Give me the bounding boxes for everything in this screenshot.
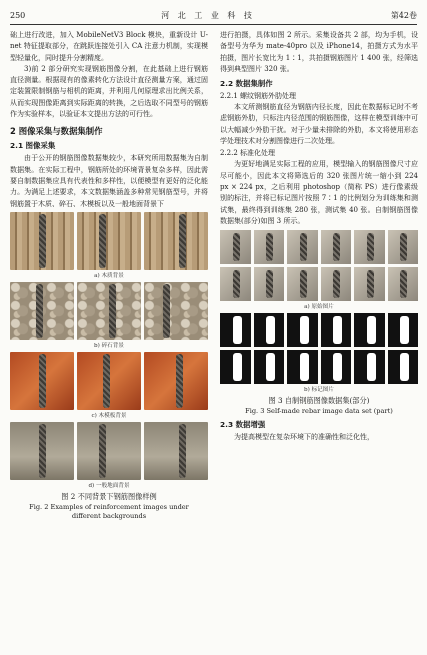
rebar-photo — [144, 282, 208, 340]
right-column — [220, 30, 418, 443]
journal-name: 河 北 工 业 科 技 — [161, 10, 255, 20]
rebar-photo — [144, 212, 208, 270]
rebar-photo — [144, 352, 208, 410]
original-image-tile — [388, 267, 419, 301]
rebar-photo — [10, 352, 74, 410]
rebar-photo — [77, 212, 141, 270]
original-image-tile — [321, 230, 352, 264]
label-image-tile — [321, 350, 352, 384]
paragraph: 3)前 2 部分研究实现钢筋图像分割，在此基础上进行钢筋直径测量。根据现有的像素转化方法设计直径测量方案，通过固定装置限制钢筋与相机的距离，并利用几何原理求出比例关系，从而实现图像距离到实际距离的转换，之后选取不同型号的钢筋作为实验样本，以验证本文提出方法的可行性。 — [10, 64, 208, 119]
subfigure-caption: d) 一般地面背景 — [88, 482, 130, 489]
figure-caption-cn: 图 3 自制钢筋图像数据集(部分) — [268, 396, 370, 406]
subfigure-caption: c) 木模板背景 — [91, 412, 127, 419]
rebar-photo — [10, 212, 74, 270]
subsection-heading: 2.2.2 标准化处理 — [220, 149, 276, 158]
issue-label: 第42卷 — [390, 10, 417, 20]
original-image-tile — [354, 267, 385, 301]
label-image-tile — [254, 350, 285, 384]
original-image-tile — [388, 230, 419, 264]
left-column — [10, 30, 208, 521]
original-images-grid — [220, 230, 418, 301]
paragraph: 本文所测钢筋直径为钢筋内径长度，因此在数据标记时不考虑钢筋外肋，只标注内径范围的钢筋图像，这样在模型训练中可以大幅减少外肋干扰。对于少量未排除的外肋，本文将使用形态学处理技术对分割图像进行二次处理。 — [220, 103, 418, 146]
paragraph: 进行拍摄，具体如图 2 所示。采集设备共 2 部，均为手机，设备型号为华为 mate-40pro 以及 iPhone14，拍摄方式为水平拍摄，图片长宽比为 1∶1，共拍摄钢筋图片 1 400 张，经筛选得到典型图片 320 张。 — [220, 31, 418, 73]
paragraph: 由于公开的钢筋图像数据集较少，本研究所用数据集为自制数据集。在实际工程中，钢筋所处的环境背景复杂多样，因此需要自制数据集应具有代表性和多样性，以便模型有更好的泛化能力。为满足上述要求，本文数据集涵盖多种常见钢筋型号，并将钢筋置于木质、碎石、木模板以及一般地面背景下 — [10, 154, 208, 208]
figure-caption-cn: 图 2 不同背景下钢筋图像样例 — [61, 491, 157, 501]
figure-caption-en: different backgrounds — [71, 511, 147, 520]
subfigure-caption: b) 碎石背景 — [94, 342, 124, 349]
paragraph: 为更好地满足实际工程的应用，模型输入的钢筋图像尺寸应尽可能小，因此本文将筛选后的 320 张图片统一缩小到 224 px × 224 px，之后利用 photoshop（简称 PS）进行像素级别的标注，并将已标记图片按照 7∶1 的比例划分为训练集和测试集，最终得到训练集 280 张，测试集 40 张。自制钢筋图像数据集(部分)如图 3 所示。 — [220, 160, 418, 225]
label-image-tile — [388, 313, 419, 347]
label-image-tile — [388, 350, 419, 384]
original-image-tile — [354, 230, 385, 264]
section-heading: 2.2 数据集制作 — [220, 79, 273, 89]
label-image-tile — [254, 313, 285, 347]
label-image-tile — [287, 313, 318, 347]
label-image-tile — [220, 313, 251, 347]
label-image-tile — [220, 350, 251, 384]
section-heading: 2.3 数据增强 — [220, 420, 266, 430]
rebar-photo — [144, 422, 208, 480]
subfigure-caption: b) 标记图片 — [304, 387, 334, 394]
original-image-tile — [254, 267, 285, 301]
section-heading: 2 图像采集与数据集制作 — [10, 126, 103, 137]
rebar-photo — [77, 282, 141, 340]
paragraph: 为提高模型在复杂环境下的准确性和泛化性， — [234, 433, 374, 442]
figure-row-ground — [10, 422, 208, 480]
header-rule — [10, 24, 417, 25]
subsection-heading: 2.1 图像采集 — [10, 141, 56, 151]
subfigure-caption: a) 原始图片 — [304, 304, 334, 311]
original-image-tile — [287, 267, 318, 301]
original-image-tile — [254, 230, 285, 264]
subsection-heading: 2.2.1 螺纹钢筋外肋处理 — [220, 92, 297, 101]
original-image-tile — [287, 230, 318, 264]
page-number: 250 — [10, 10, 26, 20]
original-image-tile — [321, 267, 352, 301]
rebar-photo — [10, 282, 74, 340]
original-image-tile — [220, 230, 251, 264]
rebar-photo — [10, 422, 74, 480]
figure-caption-en: Fig. 3 Self-made rebar image data set (part) — [245, 407, 393, 416]
original-image-tile — [220, 267, 251, 301]
figure-row-plywood — [10, 352, 208, 410]
label-image-tile — [321, 313, 352, 347]
label-images-grid — [220, 313, 418, 384]
paragraph: 础上进行改进，加入 MobileNetV3 Block 模块，重新设计 U-net 特征提取部分，在跳跃连接处引入 CA 注意力机制，实现模型轻量化，同时提升分割精度。 — [10, 31, 208, 62]
label-image-tile — [287, 350, 318, 384]
figure-row-wood — [10, 212, 208, 270]
label-image-tile — [354, 350, 385, 384]
rebar-photo — [77, 422, 141, 480]
rebar-photo — [77, 352, 141, 410]
page-header — [10, 8, 417, 22]
subfigure-caption: a) 木质背景 — [94, 272, 124, 279]
label-image-tile — [354, 313, 385, 347]
figure-caption-en: Fig. 2 Examples of reinforcement images under — [29, 502, 189, 511]
figure-row-gravel — [10, 282, 208, 340]
